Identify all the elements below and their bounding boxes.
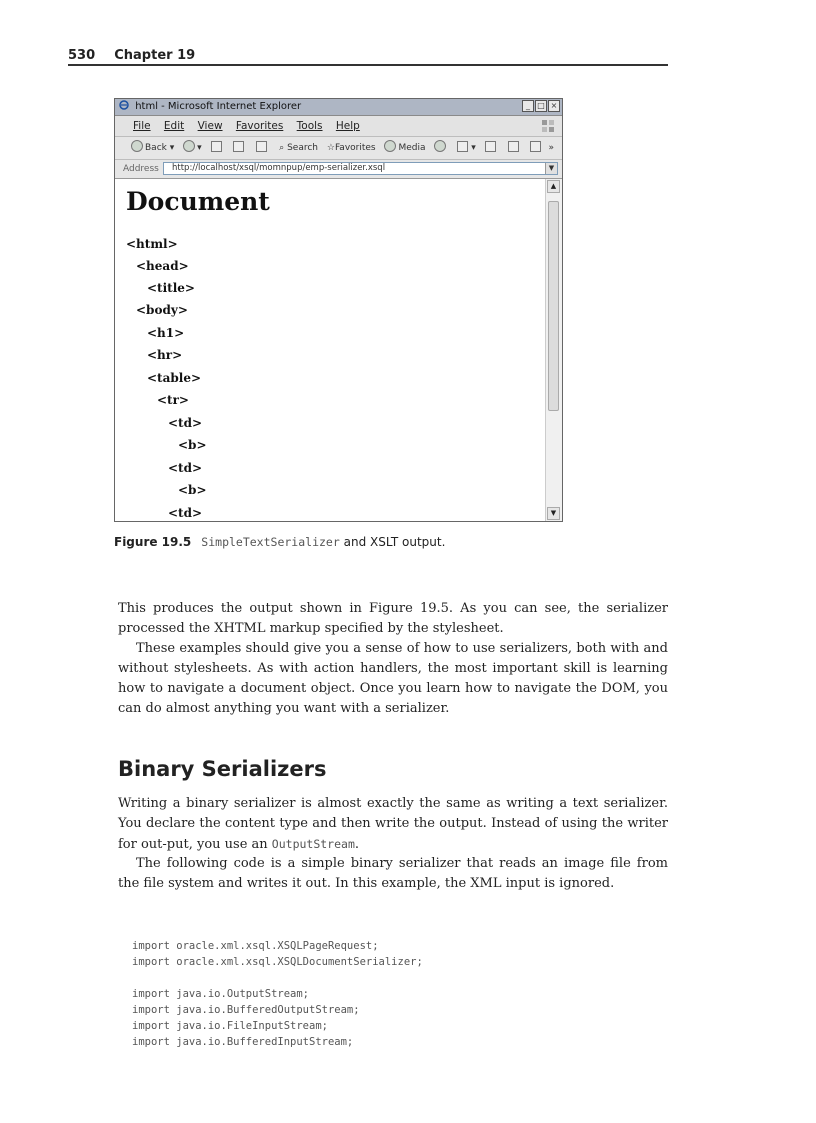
tree-node: <b>: [178, 438, 207, 452]
url-text: http://localhost/xsql/momnpup/emp-serializer.xsql: [172, 163, 386, 173]
scroll-down-icon[interactable]: ▼: [547, 507, 560, 520]
figure-label: Figure 19.5: [114, 535, 192, 549]
page-heading: Document: [126, 187, 270, 216]
tree-node: <h1>: [147, 326, 185, 340]
caption-text: and XSLT output.: [343, 535, 446, 549]
stop-icon: [211, 141, 222, 152]
close-icon[interactable]: ×: [548, 100, 560, 112]
address-label: Address: [123, 164, 159, 174]
code-line: import java.io.OutputStream;: [132, 988, 310, 1000]
tree-node: <table>: [147, 371, 202, 385]
print-icon: [485, 141, 496, 152]
search-icon: ⌕: [279, 143, 285, 153]
code-line: import java.io.BufferedOutputStream;: [132, 1004, 360, 1016]
code-line: [132, 970, 423, 986]
running-head: [68, 44, 668, 66]
ie-icon: [119, 100, 129, 110]
address-bar: [115, 160, 562, 179]
chevron-right-icon[interactable]: »: [548, 143, 554, 153]
tree-node: <head>: [136, 259, 189, 273]
history-icon: [434, 140, 446, 152]
title-bar: [115, 99, 562, 116]
code-line: import oracle.xml.xsql.XSQLDocumentSerializer;: [132, 956, 423, 968]
scroll-up-icon[interactable]: ▲: [547, 180, 560, 193]
tree-node: <tr>: [157, 393, 189, 407]
chevron-down-icon[interactable]: ▼: [545, 163, 557, 174]
home-button[interactable]: [256, 137, 270, 159]
minimize-icon[interactable]: _: [522, 100, 534, 112]
tree-node: <body>: [136, 303, 188, 317]
discuss-button[interactable]: [530, 137, 544, 159]
forward-icon: [183, 140, 195, 152]
paragraph-2: These examples should give you a sense of how to use serializers, both with and without stylesheets. As with action handlers, the most important skill is learning how to navigate a document object. Once you learn how to navigate the DOM, you can do almost anything you want with a serializer.: [118, 641, 668, 716]
browser-window-figure: [114, 98, 563, 522]
toolbar: [115, 137, 562, 160]
code-line: import java.io.FileInputStream;: [132, 1020, 328, 1032]
menu-help[interactable]: Help: [335, 120, 360, 132]
inline-code: OutputStream: [271, 837, 355, 851]
tree-node: <html>: [126, 237, 178, 251]
refresh-button[interactable]: [233, 137, 247, 159]
section-heading: Binary Serializers: [118, 757, 327, 781]
menu-favorites[interactable]: Favorites: [235, 120, 284, 132]
caption-code: SimpleTextSerializer: [201, 535, 340, 549]
home-icon: [256, 141, 267, 152]
tree-node: <td>: [168, 416, 203, 430]
paragraph-4: The following code is a simple binary serializer that reads an image file from the file system and writes it out. In this example, the XML input is ignored.: [118, 856, 668, 891]
scroll-thumb[interactable]: [548, 201, 559, 411]
code-line: import oracle.xml.xsql.XSQLPageRequest;: [132, 940, 379, 952]
mail-button[interactable]: ▾: [457, 137, 476, 159]
discuss-icon: [530, 141, 541, 152]
menu-bar: [115, 116, 562, 137]
favorites-button[interactable]: ☆Favorites: [326, 143, 376, 153]
refresh-icon: [233, 141, 244, 152]
menu-file[interactable]: File: [133, 120, 151, 132]
code-line: import java.io.BufferedInputStream;: [132, 1036, 354, 1048]
figure-caption: [114, 535, 445, 549]
chapter-title: Chapter 19: [114, 48, 196, 63]
window-title: html - Microsoft Internet Explorer: [135, 101, 302, 112]
tree-node: <td>: [168, 461, 203, 475]
maximize-icon[interactable]: □: [535, 100, 547, 112]
vertical-scrollbar[interactable]: [545, 179, 562, 521]
tree-node: <hr>: [147, 348, 183, 362]
paragraph-1: This produces the output shown in Figure 19.5. As you can see, the serializer processed the XHTML markup specified by the stylesheet.: [118, 601, 668, 636]
back-button[interactable]: Back ▾: [131, 137, 174, 159]
menu-view[interactable]: View: [197, 120, 223, 132]
paragraph-3: Writing a binary serializer is almost exactly the same as writing a text serializer. You declare the content type and then write the output. Instead of using the writer for out-put, you use an OutputStream.: [118, 796, 668, 852]
mail-icon: [457, 141, 468, 152]
windows-logo-icon: [540, 118, 556, 134]
history-button[interactable]: [434, 137, 448, 159]
media-button[interactable]: Media: [384, 137, 425, 159]
menu-tools[interactable]: Tools: [296, 120, 323, 132]
search-button[interactable]: ⌕ Search: [279, 143, 318, 153]
tree-node: <td>: [168, 506, 203, 520]
page-number: 530: [68, 48, 96, 63]
forward-button[interactable]: ▾: [183, 137, 202, 159]
code-block: [132, 938, 423, 1050]
page-viewport: [115, 179, 547, 521]
address-input[interactable]: [163, 162, 558, 175]
star-icon: ☆: [326, 143, 335, 153]
stop-button[interactable]: [211, 137, 225, 159]
tree-node: <b>: [178, 483, 207, 497]
tree-node: <title>: [147, 281, 195, 295]
menu-edit[interactable]: Edit: [163, 120, 185, 132]
edit-icon: [508, 141, 519, 152]
back-icon: [131, 140, 143, 152]
edit-button[interactable]: [508, 137, 522, 159]
media-icon: [384, 140, 396, 152]
print-button[interactable]: [485, 137, 499, 159]
